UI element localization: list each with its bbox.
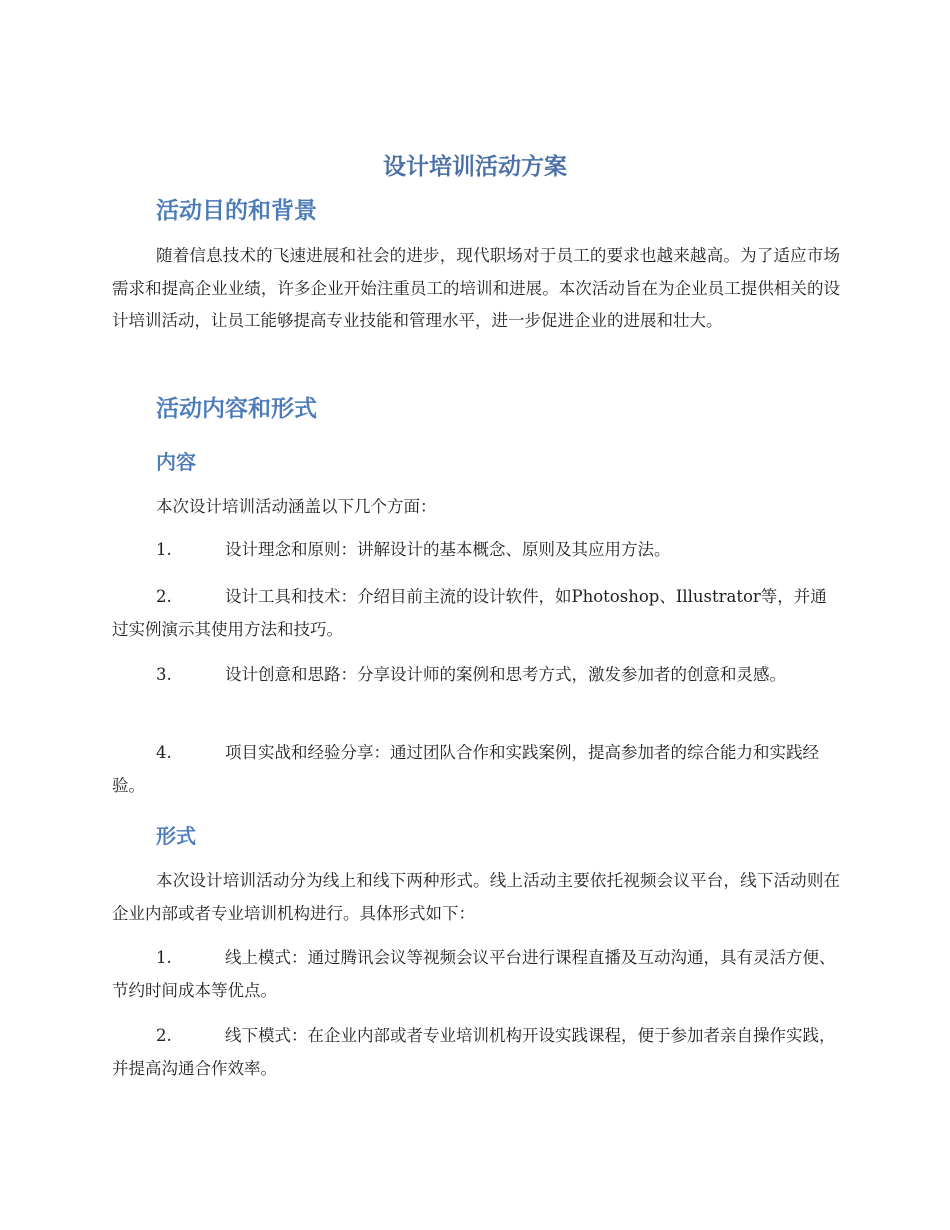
list-item — [112, 659, 840, 692]
subsection-heading-form: 形式 — [156, 824, 196, 848]
list-number: 1. — [156, 948, 172, 967]
list-item — [112, 534, 840, 567]
list-text: 线上模式：通过腾讯会议等视频会议平台进行课程直播及互动沟通，具有灵活方便、节约时间成本等优点。 — [112, 948, 836, 1000]
section-heading-purpose: 活动目的和背景 — [156, 198, 317, 224]
content-intro: 本次设计培训活动涵盖以下几个方面： — [156, 497, 437, 516]
list-text: 设计理念和原则：讲解设计的基本概念、原则及其应用方法。 — [225, 540, 671, 559]
list-text: 设计工具和技术：介绍目前主流的设计软件，如Photoshop、Illustrator等，并通过实例演示其使用方法和技巧。 — [112, 587, 827, 639]
purpose-paragraph: 随着信息技术的飞速进展和社会的进步，现代职场对于员工的要求也越来越高。为了适应市场需求和提高企业业绩，许多企业开始注重员工的培训和进展。本次活动旨在为企业员工提供相关的设计培训活动，让员工能够提高专业技能和管理水平，进一步促进企业的进展和壮大。 — [112, 246, 840, 330]
list-text: 设计创意和思路：分享设计师的案例和思考方式，激发参加者的创意和灵感。 — [225, 665, 786, 684]
list-number: 2. — [156, 587, 172, 606]
document-title: 设计培训活动方案 — [383, 154, 567, 180]
list-number: 4. — [156, 743, 172, 762]
list-item — [112, 581, 840, 646]
list-item — [112, 942, 840, 1007]
subsection-heading-content: 内容 — [156, 450, 196, 474]
form-intro: 本次设计培训活动分为线上和线下两种形式。线上活动主要依托视频会议平台，线下活动则在企业内部或者专业培训机构进行。具体形式如下： — [112, 871, 840, 923]
list-item — [112, 737, 840, 802]
list-text: 线下模式：在企业内部或者专业培训机构开设实践课程，便于参加者亲自操作实践，并提高沟通合作效率。 — [112, 1026, 836, 1078]
section-heading-content-form: 活动内容和形式 — [156, 396, 317, 422]
list-number: 2. — [156, 1026, 172, 1045]
list-item — [112, 1020, 840, 1085]
list-text: 项目实战和经验分享：通过团队合作和实践案例，提高参加者的综合能力和实践经验。 — [112, 743, 819, 795]
list-number: 1. — [156, 540, 172, 559]
list-number: 3. — [156, 665, 172, 684]
